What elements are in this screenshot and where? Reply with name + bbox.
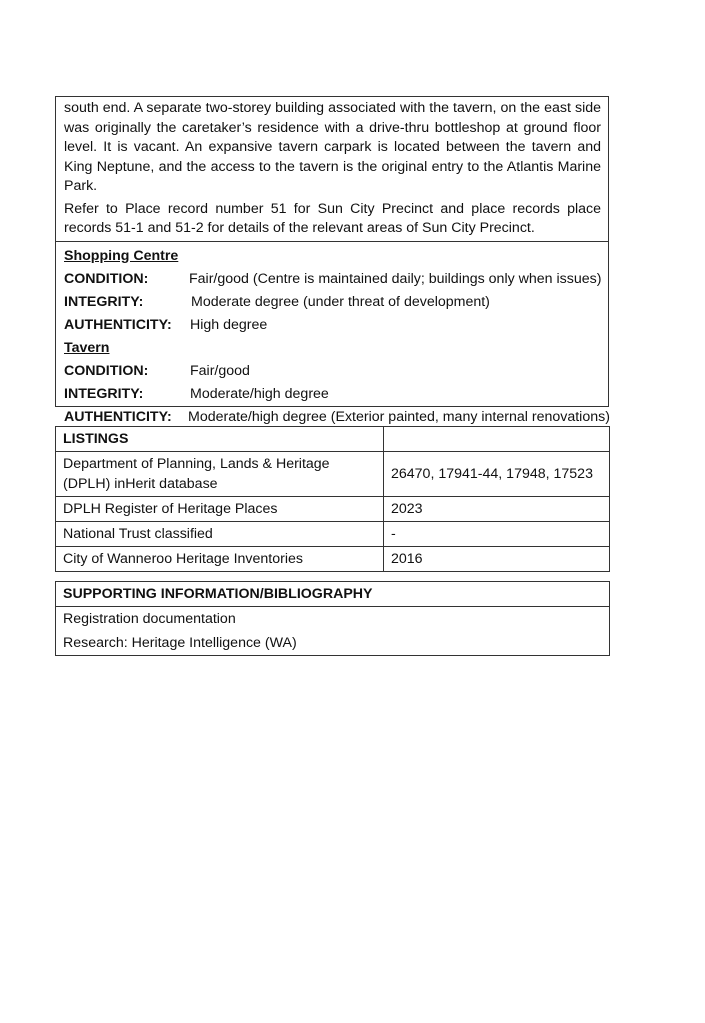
tavern-integrity-row [64, 383, 600, 406]
authenticity-label: AUTHENTICITY: [64, 408, 172, 425]
table-row [56, 631, 610, 656]
authenticity-value: Moderate/high degree (Exterior painted, many internal renovations) [188, 408, 610, 425]
description-paragraph: south end. A separate two-storey building associated with the tavern, on the east side was originally the caretaker’s residence with a drive-thru bottleshop at ground floor level. It is vacant. An expansive tavern carpark is located between the tavern and King Neptune, and the access to the tavern is the original entry to the Atlantis Marine Park. [64, 100, 601, 194]
tavern-heading: Tavern [64, 339, 110, 356]
listing-value: 2023 [384, 497, 610, 522]
listings-header-value [384, 427, 610, 452]
listing-value: 26470, 17941-44, 17948, 17523 [384, 452, 610, 497]
condition-value: Fair/good [190, 362, 250, 379]
condition-section [56, 242, 608, 432]
table-row [56, 522, 610, 547]
listing-label: City of Wanneroo Heritage Inventories [56, 547, 384, 572]
shopping-centre-condition-row [64, 268, 600, 291]
integrity-label: INTEGRITY: [64, 385, 144, 402]
description-and-condition-box [55, 96, 610, 425]
tavern-condition-row [64, 360, 600, 383]
listings-header: LISTINGS [56, 427, 384, 452]
supporting-header: SUPPORTING INFORMATION/BIBLIOGRAPHY [56, 582, 610, 607]
condition-label: CONDITION: [64, 362, 149, 379]
listing-label: DPLH Register of Heritage Places [56, 497, 384, 522]
supporting-information-table [55, 581, 610, 656]
condition-label: CONDITION: [64, 270, 149, 287]
condition-value: Fair/good (Centre is maintained daily; buildings only when issues) [189, 270, 602, 287]
listing-label: Department of Planning, Lands & Heritage (DPLH) inHerit database [56, 452, 384, 497]
integrity-label: INTEGRITY: [64, 293, 144, 310]
supporting-item: Registration documentation [56, 607, 610, 632]
table-header-row [56, 427, 610, 452]
shopping-centre-authenticity-row [64, 314, 600, 337]
description-section [56, 97, 608, 242]
integrity-value: Moderate/high degree [190, 385, 329, 402]
listings-table [55, 426, 610, 572]
table-row [56, 452, 610, 497]
authenticity-value: High degree [190, 316, 268, 333]
supporting-item: Research: Heritage Intelligence (WA) [56, 631, 610, 656]
integrity-value: Moderate degree (under threat of development) [191, 293, 490, 310]
table-row [56, 497, 610, 522]
table-row [56, 547, 610, 572]
listing-value: - [384, 522, 610, 547]
description-paragraph: Refer to Place record number 51 for Sun City Precinct and place records place records 51-1 and 51-2 for details of the relevant areas of Sun City Precinct. [64, 200, 601, 236]
shopping-centre-heading: Shopping Centre [64, 247, 179, 264]
table-header-row [56, 582, 610, 607]
listing-value: 2016 [384, 547, 610, 572]
authenticity-label: AUTHENTICITY: [64, 316, 172, 333]
shopping-centre-integrity-row [64, 291, 600, 314]
listing-label: National Trust classified [56, 522, 384, 547]
table-row [56, 607, 610, 632]
